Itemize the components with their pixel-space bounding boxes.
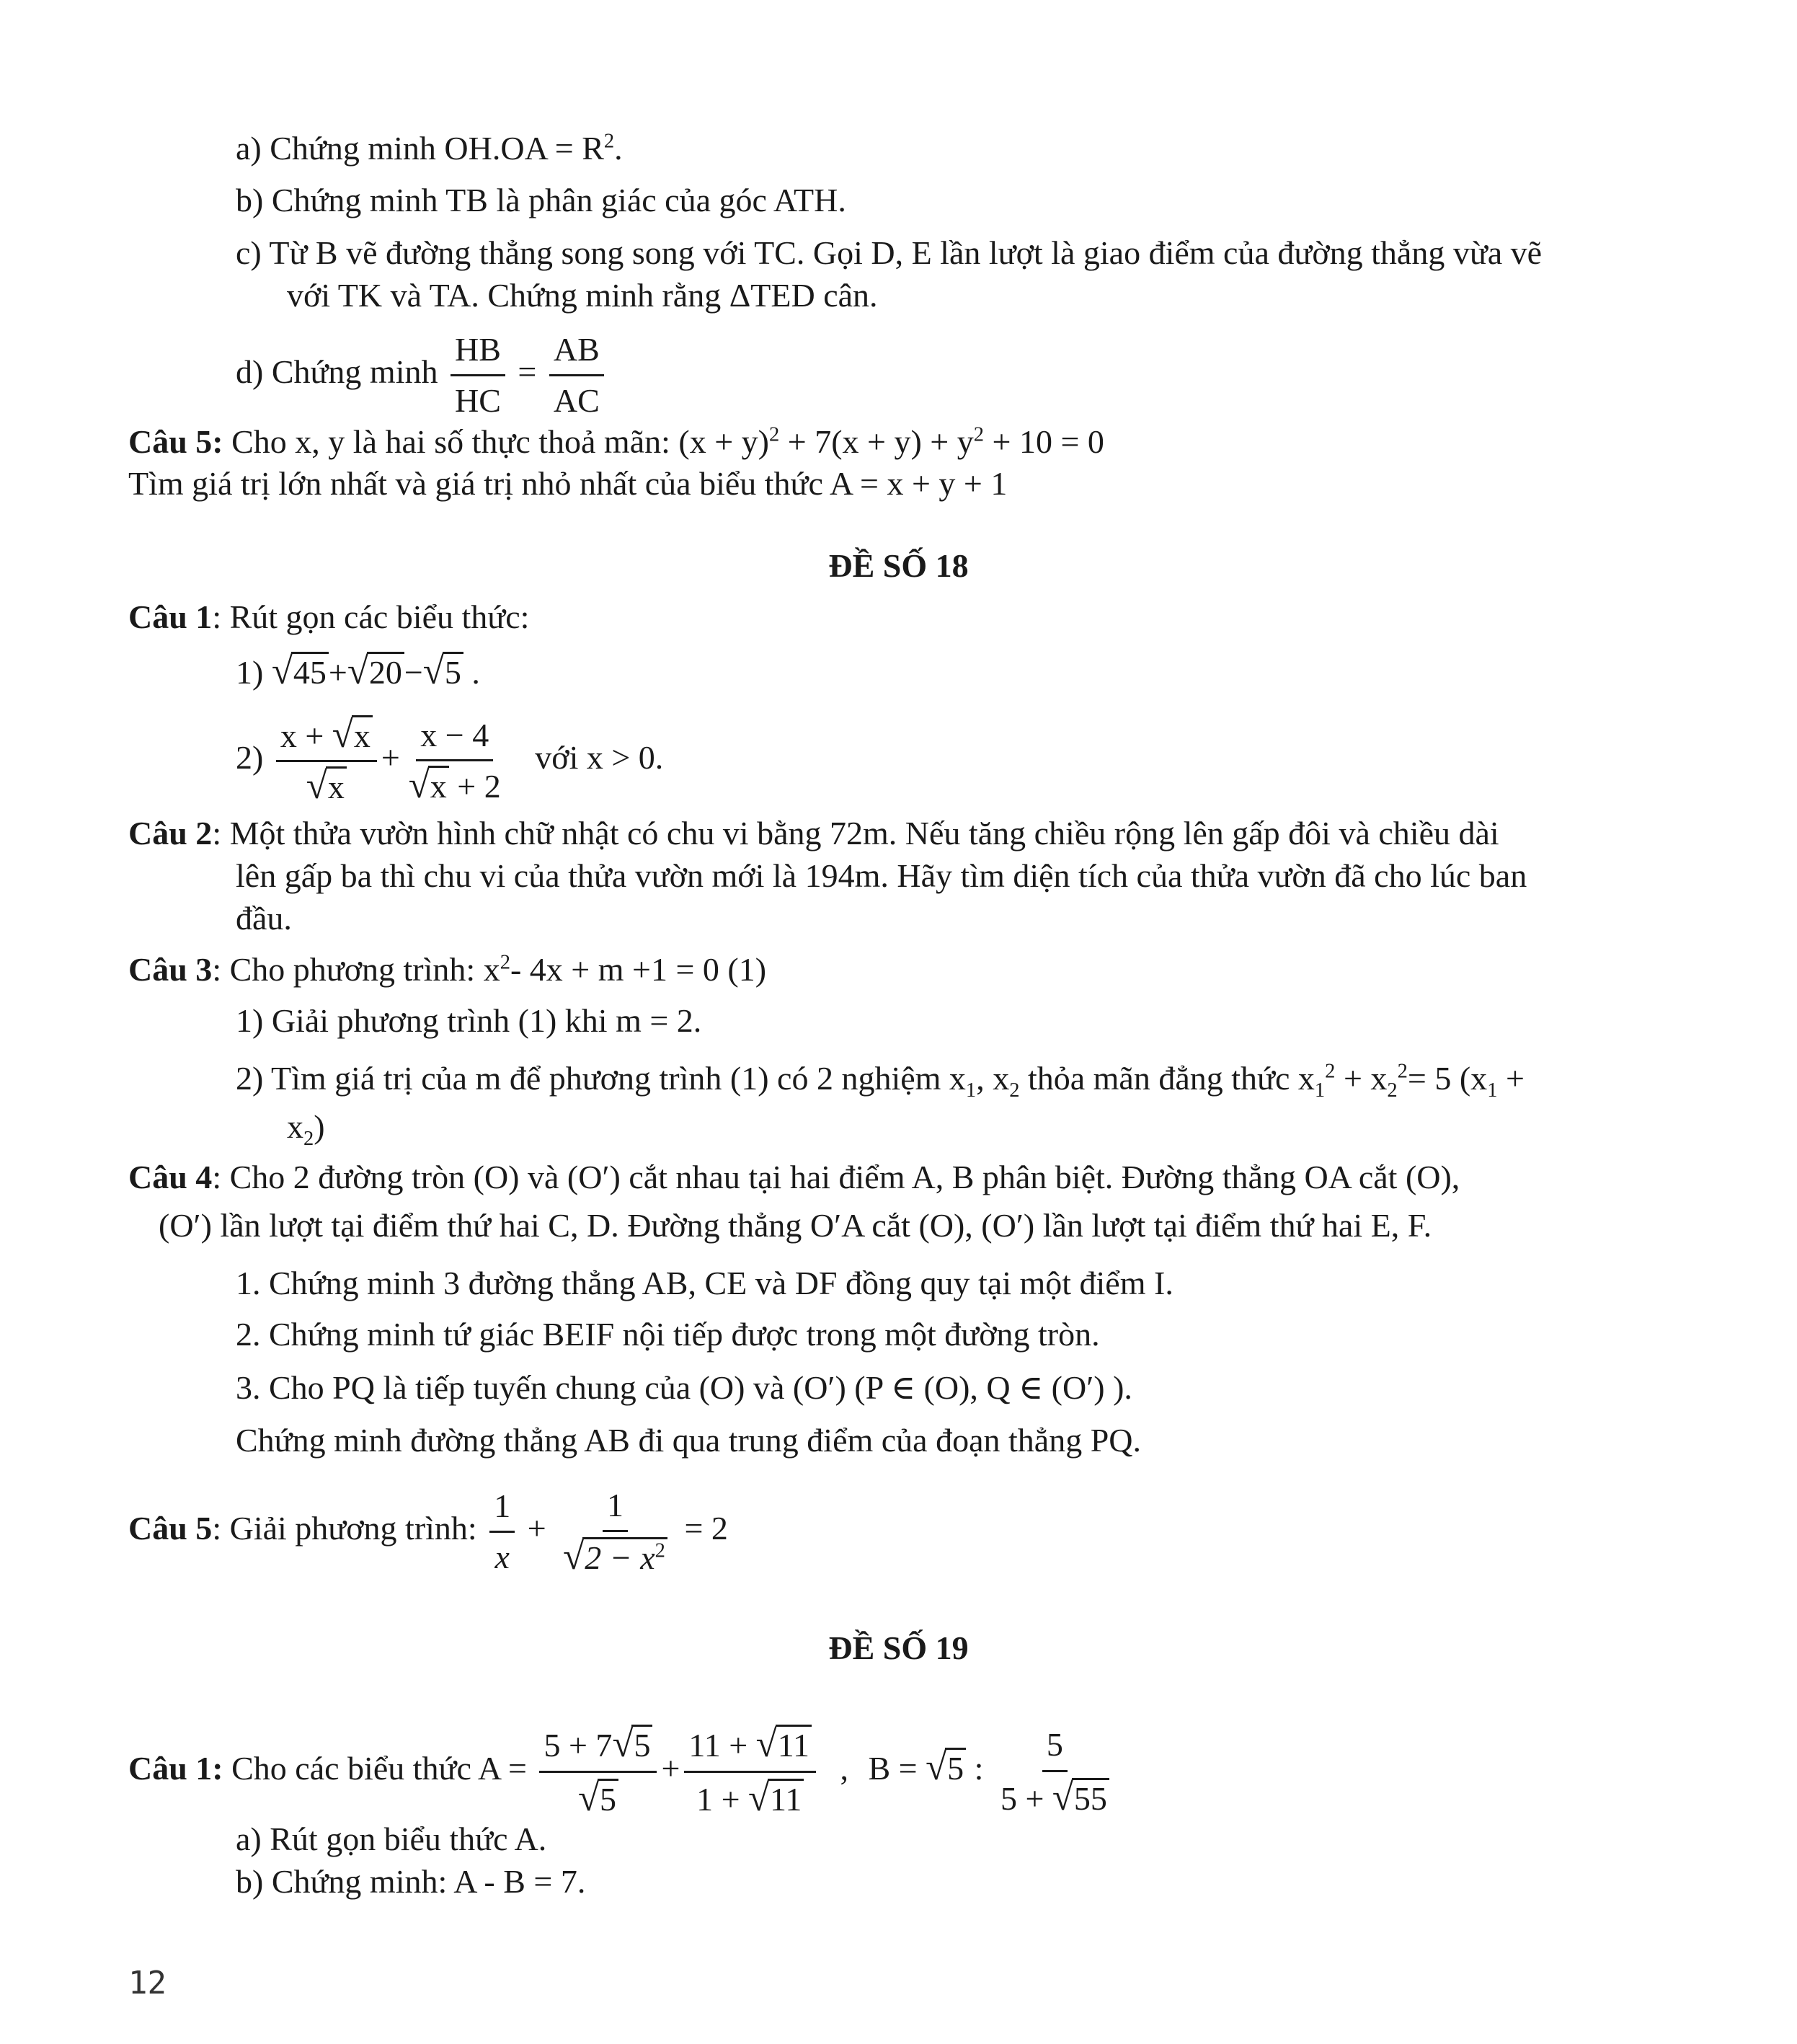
item-b: b) Chứng minh TB là phân giác của góc ATH. [236, 182, 846, 218]
fraction-b: $\frac{5}{5 + √55}$ [996, 1722, 1114, 1821]
heading-de-18: ĐỀ SỐ 18 [828, 547, 969, 584]
de18-cau1-2: 2) $\frac{x + √x}{√x}$ + $\frac{x - 4}{√x + 2}$ với x > 0. [236, 714, 664, 807]
de18-cau1: Câu 1: Rút gọn các biểu thức: [128, 598, 530, 635]
de19-cau1: Câu 1: Cho các biểu thức A = $\frac{5 + 7√5}{√5}$ + $\frac{11 + √11}{1 + √11}$ , B = √5 : $\frac{5}{5 + √55}$ [128, 1722, 1118, 1822]
item-d: d) Chứng minh $\frac{HB}{HC}$ = $\frac{AB}{AC}$ [236, 328, 608, 422]
item-a: a) Chứng minh $OH.OA = R^2$. [236, 130, 623, 167]
fraction-2: $\frac{x - 4}{√x + 2}$ [404, 714, 505, 808]
de18-cau3-1: 1) Giải phương trình (1) khi m = 2. [236, 1002, 702, 1039]
de18-cau4-line2: (O′) lần lượt tại điểm thứ hai C, D. Đường thẳng O′A cắt (O), (O′) lần lượt tại điểm thứ hai E, F. [159, 1207, 1432, 1244]
fraction-a2: $\frac{11 + √11}{1 + √11}$ [684, 1722, 816, 1822]
fraction-a1: $\frac{5 + 7√5}{√5}$ [539, 1722, 657, 1822]
fraction-1: $\frac{x + √x}{√x}$ [276, 714, 377, 808]
item-c-line1: c) Từ B vẽ đường thẳng song song với TC. Gọi D, E lần lượt là giao điểm của đường thẳng vừa vẽ [236, 234, 1543, 271]
de18-cau2-line3: đầu. [236, 900, 292, 937]
de19-cau1-a: a) Rút gọn biểu thức A. [236, 1820, 547, 1857]
de18-cau3-2: 2) Tìm giá trị của m để phương trình (1) có 2 nghiệm $x_1$, $x_2$ thỏa mãn đẳng thức $x_1^2 + x_2^2= 5$ ($x_1$ + [236, 1060, 1525, 1102]
de19-cau1-b: b) Chứng minh: A - B = 7. [236, 1863, 586, 1900]
cau5-line1: Câu 5: Cho x, y là hai số thực thoả mãn: $(x + y)^2 + 7(x + y) + y^2 + 10 = 0$ [128, 423, 1104, 460]
de18-cau4-line1: Câu 4: Cho 2 đường tròn (O) và (O′) cắt nhau tại hai điểm A, B phân biệt. Đường thẳng OA cắt (O), [128, 1159, 1460, 1195]
de18-cau4-1: 1. Chứng minh 3 đường thẳng AB, CE và DF đồng quy tại một điểm I. [236, 1265, 1173, 1301]
de18-cau4-3: 3. Cho PQ là tiếp tuyến chung của (O) và (O′) (P ∈ (O), Q ∈ (O′) ). [236, 1369, 1132, 1406]
de18-cau2-line2: lên gấp ba thì chu vi của thửa vườn mới là 194m. Hãy tìm diện tích của thửa vườn đã cho lúc ban [236, 857, 1527, 894]
de18-cau5: Câu 5: Giải phương trình: $\frac{1}{x}$ + $\frac{1}{√2 - x^2}$ = 2 [128, 1484, 728, 1580]
de18-cau3: Câu 3: Cho phương trình: $x^2-$ 4x + m +1 = 0 (1) [128, 951, 767, 988]
fraction-1-over-sqrt: $\frac{1}{√2 - x^2}$ [559, 1484, 672, 1580]
de18-cau4-4: Chứng minh đường thẳng AB đi qua trung điểm của đoạn thẳng PQ. [236, 1422, 1142, 1459]
fraction-hb-hc: $\frac{HB}{HC}$ [451, 328, 505, 422]
de18-cau2-line1: Câu 2: Một thửa vườn hình chữ nhật có chu vi bằng 72m. Nếu tăng chiều rộng lên gấp đôi và chiều dài [128, 815, 1499, 851]
item-c-line2: với TK và TA. Chứng minh rằng ΔTED cân. [287, 277, 878, 314]
de18-cau1-1: 1) √45+√20−√5 . [236, 650, 480, 692]
fraction-1-over-x: $\frac{1}{x}$ [489, 1485, 515, 1579]
fraction-ab-ac: $\frac{AB}{AC}$ [549, 328, 604, 422]
heading-de-19: ĐỀ SỐ 19 [828, 1629, 969, 1666]
page-number: 12 [128, 1965, 167, 2001]
cau5-line2: Tìm giá trị lớn nhất và giá trị nhỏ nhất của biểu thức A = x + y + 1 [128, 465, 1008, 502]
de18-cau3-2-cont: $x_2$) [287, 1108, 325, 1151]
de18-cau4-2: 2. Chứng minh tứ giác BEIF nội tiếp được trong một đường tròn. [236, 1316, 1100, 1353]
